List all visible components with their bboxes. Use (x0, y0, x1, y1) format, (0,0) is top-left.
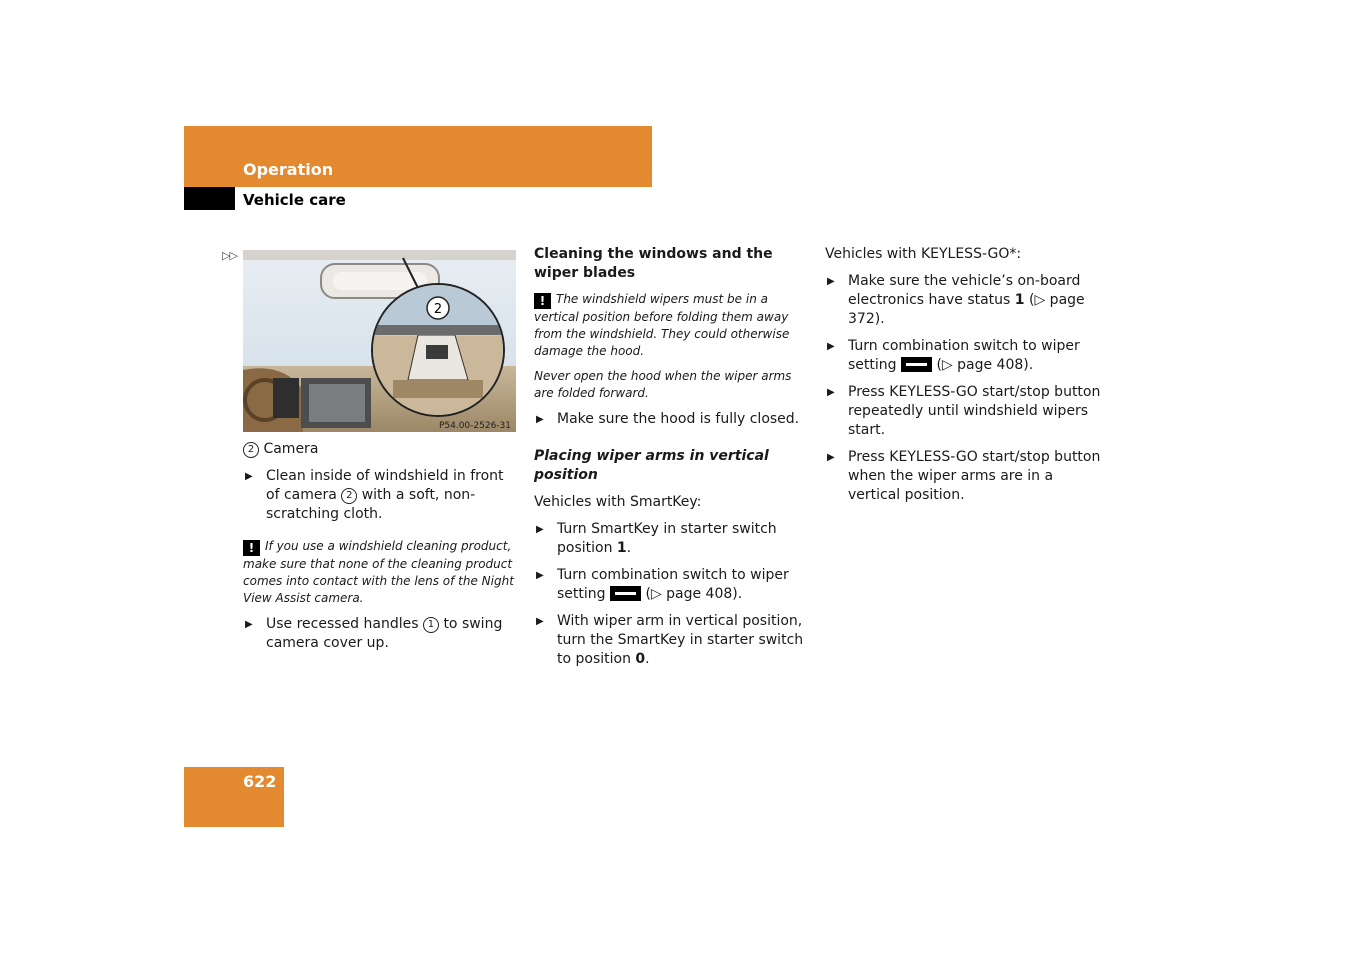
continuation-mark: ▷▷ (222, 249, 237, 262)
warning-note: ! If you use a windshield cleaning product, make sure that none of the cleaning product comes into contact with the lens of the Night View Assist camera. (243, 539, 514, 605)
intro-text: Vehicles with KEYLESS-GO*: (825, 246, 1022, 262)
wiper-setting-icon (901, 357, 932, 372)
subsection-title: Vehicle care (243, 191, 346, 209)
callout-number-icon: 2 (341, 488, 357, 504)
instruction-wiper-setting: ▶ Turn combination switch to wiper setting (▷ page 408). (536, 567, 789, 602)
column-3 (825, 245, 1105, 513)
callout-number-icon: 1 (423, 617, 439, 633)
note-text: Never open the hood when the wiper arms are folded forward. (534, 369, 792, 400)
intro-text: Vehicles with SmartKey: (534, 494, 702, 510)
windshield-illustration (243, 250, 516, 432)
warning-note: ! The windshield wipers must be in a vertical position before folding them away from the windshield. They could otherwise damage the hood. (534, 292, 790, 358)
warning-icon: ! (534, 293, 551, 309)
instruction-hood: ▶ Make sure the hood is fully closed. (536, 411, 800, 427)
sub-heading: Placing wiper arms in vertical position (534, 448, 769, 483)
figure-code: P54.00-2526-31 (438, 421, 511, 431)
bullet-arrow-icon: ▶ (827, 452, 835, 463)
column-2 (534, 245, 809, 677)
instruction-smartkey-position: ▶ Turn SmartKey in starter switch position 1. (536, 521, 777, 556)
bullet-arrow-icon: ▶ (245, 619, 253, 630)
column-1 (243, 440, 518, 661)
header-tab-marker (184, 187, 235, 210)
bullet-arrow-icon: ▶ (536, 414, 544, 425)
section-title: Operation (243, 160, 334, 179)
figure-callout: 2 (433, 302, 443, 317)
figure-caption: 2 Camera (243, 440, 518, 459)
instruction-turn-smartkey: ▶ With wiper arm in vertical position, turn the SmartKey in starter switch to position 0. (536, 613, 804, 667)
section-heading: Cleaning the windows and the wiper blades (534, 246, 773, 281)
instruction-wiper-setting: ▶ Turn combination switch to wiper setting (▷ page 408). (827, 338, 1080, 373)
page-number: 622 (243, 772, 277, 791)
bullet-arrow-icon: ▶ (536, 570, 544, 581)
warning-icon: ! (243, 540, 260, 556)
instruction-clean-windshield: ▶ Clean inside of windshield in front of camera 2 with a soft, non-scratching cloth. (245, 468, 504, 522)
instruction-onboard-status: ▶ Make sure the vehicle’s on-board electronics have status 1 (▷ page 372). (827, 273, 1085, 327)
bullet-arrow-icon: ▶ (245, 471, 253, 482)
bullet-arrow-icon: ▶ (827, 276, 835, 287)
callout-number-icon: 2 (243, 442, 259, 458)
instruction-camera-cover: ▶ Use recessed handles 1 to swing camera cover up. (245, 616, 503, 651)
bullet-arrow-icon: ▶ (827, 341, 835, 352)
camera-figure (243, 250, 516, 432)
instruction-press-stop: ▶ Press KEYLESS-GO start/stop button when the wiper arms are in a vertical position. (827, 449, 1101, 503)
bullet-arrow-icon: ▶ (536, 616, 544, 627)
bullet-arrow-icon: ▶ (827, 387, 835, 398)
instruction-press-repeatedly: ▶ Press KEYLESS-GO start/stop button repeatedly until windshield wipers start. (827, 384, 1101, 438)
bullet-arrow-icon: ▶ (536, 524, 544, 535)
wiper-setting-icon (610, 586, 641, 601)
